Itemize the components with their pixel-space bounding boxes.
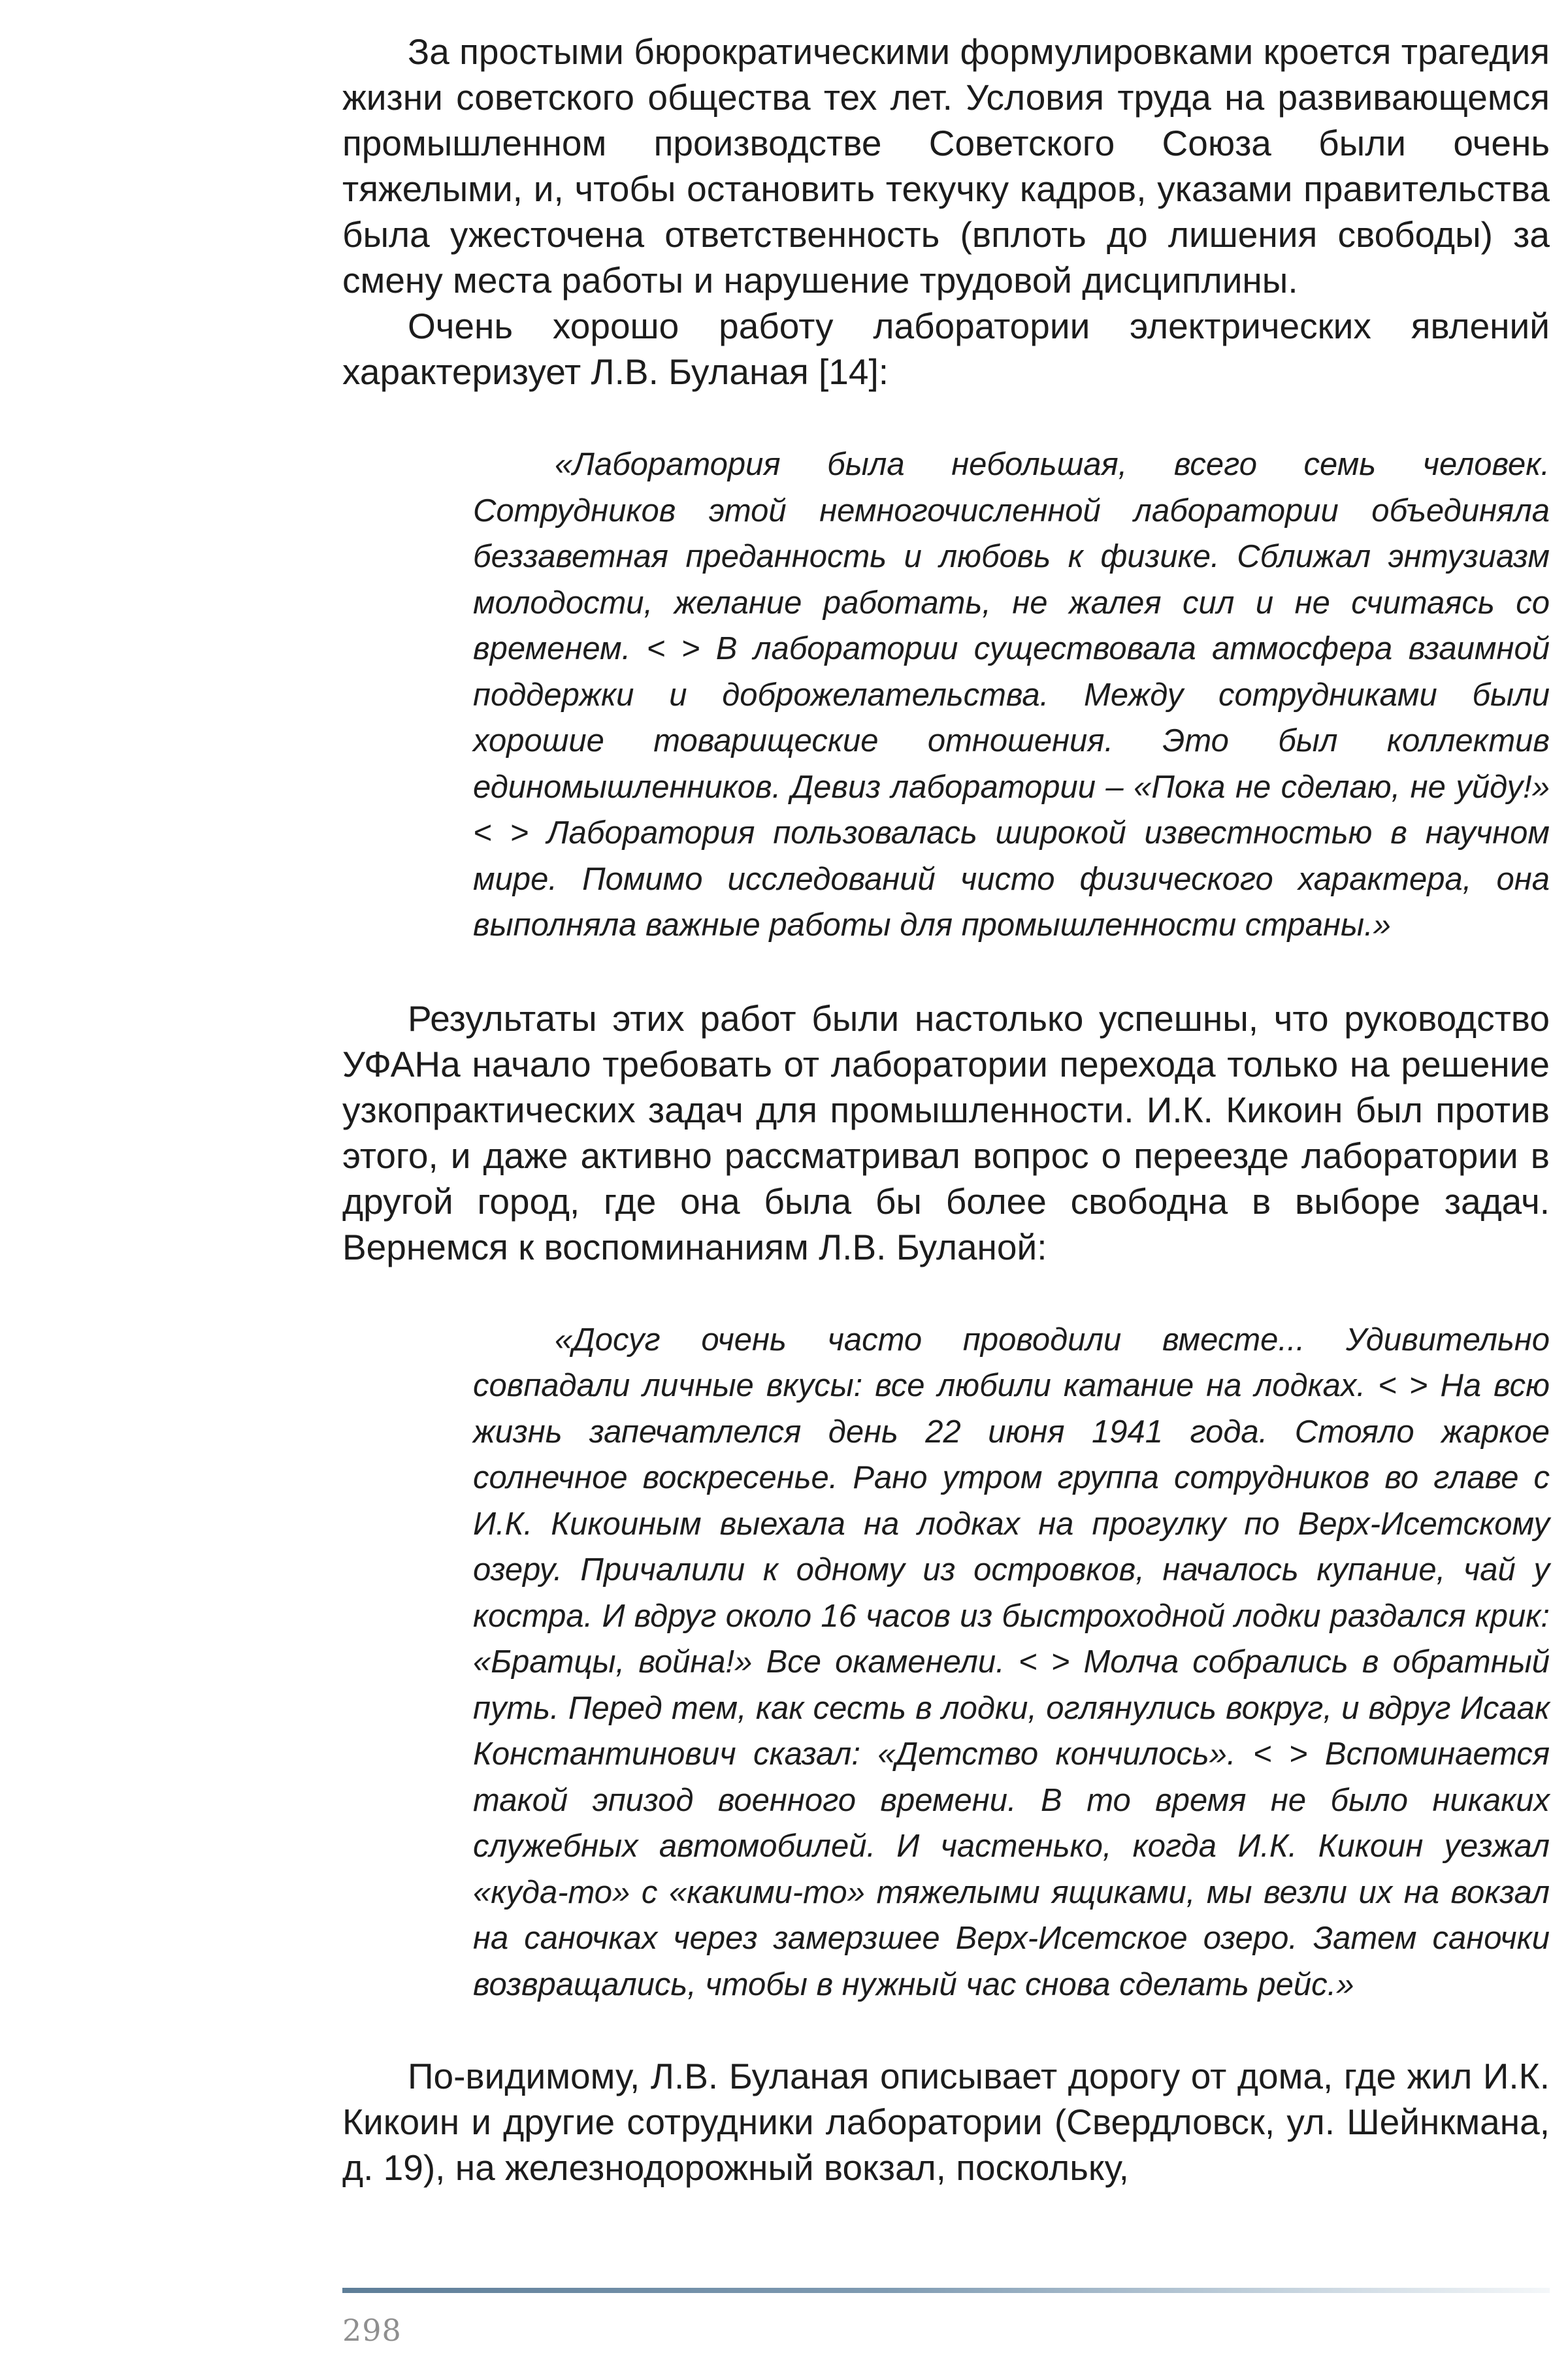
page-number: 298 (342, 2313, 402, 2348)
body-paragraph: Очень хорошо работу лаборатории электрических явлений характеризует Л.В. Буланая [14]: (342, 306, 1550, 392)
block-quote: «Досуг очень часто проводили вместе... Удивительно совпадали личные вкусы: все любили катание на лодках. < > На всю жизнь запечатлелся день 22 июня 1941 года. Стояло жаркое солнечное воскресенье. Рано утром группа сотрудников во главе с И.К. Кикоиным выехала на лодках на прогулку по Верх-Исетскому озеру. Причалили к одному из островков, началось купание, чай у костра. И вдруг около 16 часов из быстроходной лодки раздался крик: «Братцы, война!» Все окаменели. < > Молча собрались в обратный путь. Перед тем, как сесть в лодки, оглянулись вокруг, и вдруг Исаак Константинович сказал: «Детство кончилось». < > Вспоминается такой эпизод военного времени. В то время не было никаких служебных автомобилей. И частенько, когда И.К. Кикоин уезжал «куда-то» с «какими-то» тяжелыми ящиками, мы везли их на вокзал на саночках через замерзшее Верх-Исетское озеро. Затем саночки возвращались, чтобы в нужный час снова сделать рейс.» (473, 1322, 1550, 2002)
body-paragraph: Результаты этих работ были настолько успешны, что руководство УФАНа начало требовать от лаборатории перехода только на решение узкопрактических задач для промышленности. И.К. Кикоин был против этого, и даже активно рассматривал вопрос о переезде лаборатории в другой город, где она была бы более свободна в выборе задач. Вернемся к воспоминаниям Л.В. Буланой: (342, 998, 1550, 1267)
body-paragraph: По-видимому, Л.В. Буланая описывает дорогу от дома, где жил И.К. Кикоин и другие сотрудники лаборатории (Свердловск, ул. Шейнкмана, д. 19), на железнодорожный вокзал, поскольку, (342, 2056, 1550, 2188)
block-quote: «Лаборатория была небольшая, всего семь человек. Сотрудников этой немногочисленной лаборатории объединяла беззаветная преданность и любовь к физике. Сближал энтузиазм молодости, желание работать, не жалея сил и не считаясь со временем. < > В лаборатории существовала атмосфера взаимной поддержки и доброжелательства. Между сотрудниками были хорошие товарищеские отношения. Это был коллектив единомышленников. Девиз лаборатории – «Пока не сделаю, не уйду!» < > Лаборатория пользовалась широкой известностью в научном мире. Помимо исследований чисто физического характера, она выполняла важные работы для промышленности страны.» (473, 447, 1550, 943)
footer-rule (342, 2288, 1550, 2293)
body-paragraph: За простыми бюрократическими формулировками кроется трагедия жизни советского общества тех лет. Условия труда на развивающемся промышленном производстве Советского Союза были очень тяжелыми, и, чтобы остановить текучку кадров, указами правительства была ужесточена ответственность (вплоть до лишения свободы) за смену места работы и нарушение трудовой дисциплины. (342, 31, 1550, 301)
page-content (342, 29, 1550, 2190)
